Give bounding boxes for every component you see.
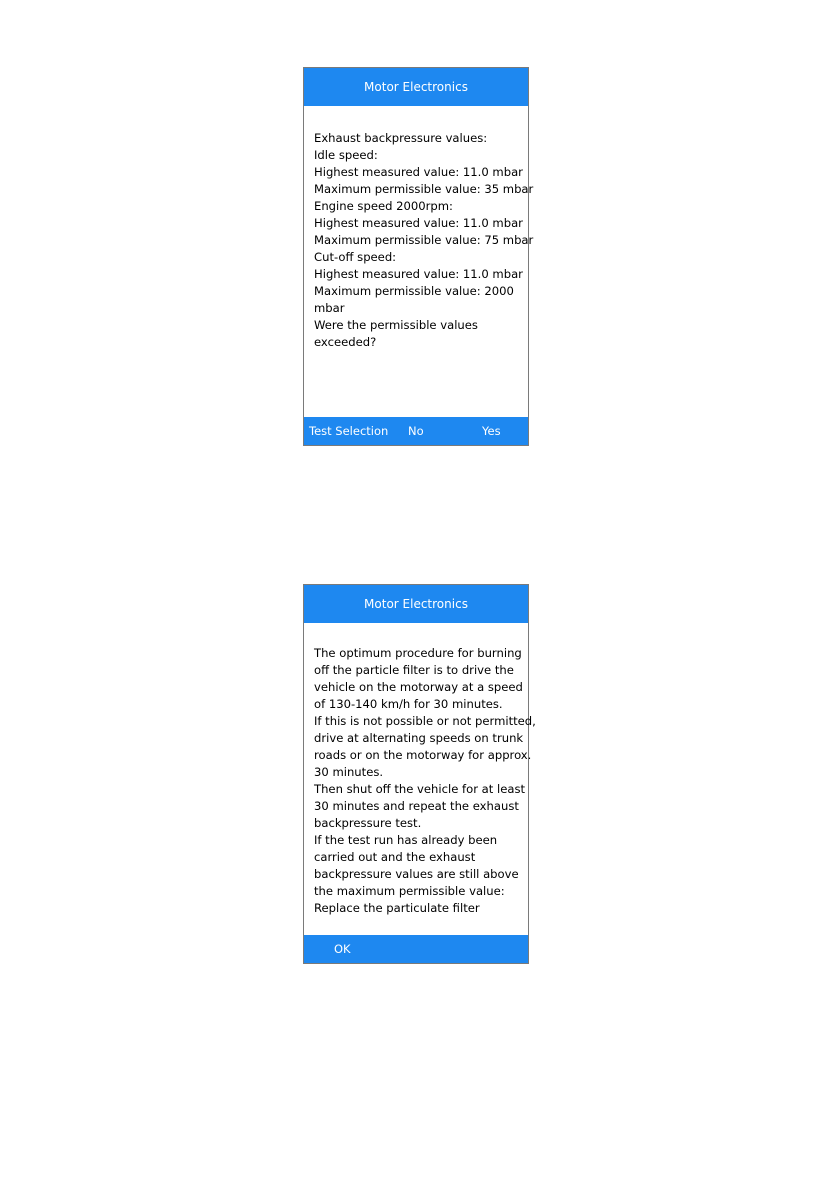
text-line: vehicle on the motorway at a speed — [314, 680, 523, 694]
text-line: Were the permissible values — [314, 318, 478, 332]
softkey-bar — [304, 417, 528, 445]
title-bar — [304, 585, 528, 623]
screen-procedure-info — [303, 584, 536, 964]
text-line: Maximum permissible value: 35 mbar — [314, 182, 534, 196]
text-line: off the particle filter is to drive the — [314, 663, 514, 677]
text-line: Highest measured value: 11.0 mbar — [314, 216, 523, 230]
text-line: If this is not possible or not permitted, — [314, 714, 536, 728]
message-text — [314, 130, 534, 351]
test-selection-button[interactable]: Test Selection — [309, 424, 389, 438]
screen-title: Motor Electronics — [364, 80, 468, 94]
text-line: carried out and the exhaust — [314, 850, 476, 864]
text-line: The optimum procedure for burning — [314, 646, 522, 660]
text-line: Idle speed: — [314, 148, 378, 162]
text-line: exceeded? — [314, 335, 377, 349]
text-line: If the test run has already been — [314, 833, 498, 847]
text-line: Then shut off the vehicle for at least — [314, 782, 526, 796]
text-line: Maximum permissible value: 2000 — [314, 284, 514, 298]
text-line: the maximum permissible value: — [314, 884, 505, 898]
text-line: mbar — [314, 301, 345, 315]
text-line: 30 minutes and repeat the exhaust — [314, 799, 519, 813]
text-line: Exhaust backpressure values: — [314, 131, 488, 145]
text-line: drive at alternating speeds on trunk — [314, 731, 524, 745]
text-line: 30 minutes. — [314, 765, 384, 779]
text-line: Replace the particulate filter — [314, 901, 480, 915]
text-line: of 130-140 km/h for 30 minutes. — [314, 697, 503, 711]
softkey-bar — [304, 935, 528, 963]
text-line: Engine speed 2000rpm: — [314, 199, 453, 213]
text-line: backpressure test. — [314, 816, 422, 830]
screen-exhaust-values — [303, 67, 534, 446]
yes-button[interactable]: Yes — [482, 424, 501, 438]
text-line: Highest measured value: 11.0 mbar — [314, 267, 523, 281]
text-line: Highest measured value: 11.0 mbar — [314, 165, 523, 179]
text-line: backpressure values are still above — [314, 867, 519, 881]
text-line: Cut-off speed: — [314, 250, 397, 264]
title-bar — [304, 68, 528, 106]
text-line: Maximum permissible value: 75 mbar — [314, 233, 534, 247]
message-text — [314, 645, 536, 917]
ok-button[interactable]: OK — [334, 942, 351, 956]
no-button[interactable]: No — [408, 424, 424, 438]
text-line: roads or on the motorway for approx. — [314, 748, 532, 762]
screen-title: Motor Electronics — [364, 597, 468, 611]
